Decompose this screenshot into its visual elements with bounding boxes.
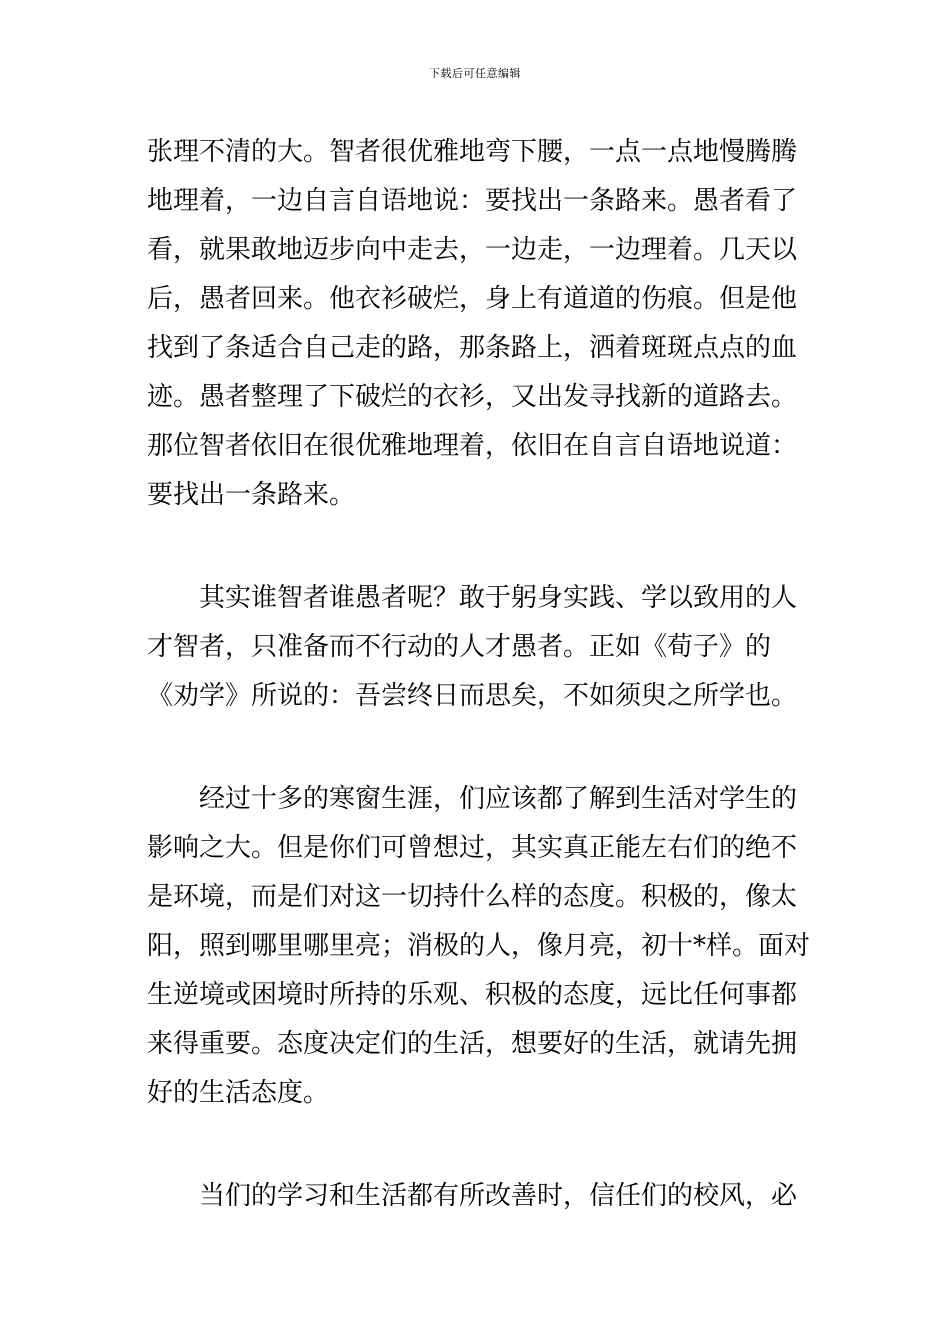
text-line: 生逆境或困境时所持的乐观、积极的态度，远比任何事都 bbox=[147, 980, 798, 1010]
paragraph-gap bbox=[147, 721, 805, 775]
paragraph-4 bbox=[147, 1172, 805, 1221]
text-line: 那位智者依旧在很优雅地理着，依旧在自言自语地说道： bbox=[147, 431, 798, 461]
paragraph-2 bbox=[147, 574, 805, 721]
text-line: 地理着，一边自言自语地说：要找出一条路来。愚者看了 bbox=[147, 186, 798, 216]
text-line: 《劝学》所说的：吾尝终日而思矣，不如须臾之所学也。 bbox=[147, 681, 798, 711]
text-line: 找到了条适合自己走的路，那条路上，洒着斑斑点点的血 bbox=[147, 333, 798, 363]
paragraph-3 bbox=[147, 775, 811, 1118]
text-line: 才智者，只准备而不行动的人才愚者。正如《荀子》的 bbox=[147, 632, 772, 662]
text-line: 其实谁智者谁愚者呢？敢于躬身实践、学以致用的人 bbox=[199, 583, 798, 613]
text-line: 好的生活态度。 bbox=[147, 1078, 330, 1108]
text-line: 看，就果敢地迈步向中走去，一边走，一边理着。几天以 bbox=[147, 235, 798, 265]
text-line: 是环境，而是们对这一切持什么样的态度。积极的，像太 bbox=[147, 882, 798, 912]
paragraph-gap bbox=[147, 1118, 805, 1172]
text-line: 迹。愚者整理了下破烂的衣衫，又出发寻找新的道路去。 bbox=[147, 382, 798, 412]
text-line: 影响之大。但是你们可曾想过，其实真正能左右们的绝不 bbox=[147, 833, 798, 863]
text-line: 当们的学习和生活都有所改善时，信任们的校风，必 bbox=[199, 1181, 798, 1211]
text-line: 经过十多的寒窗生涯，们应该都了解到生活对学生的 bbox=[199, 784, 798, 814]
page-header: 下载后可任意编辑 bbox=[429, 67, 521, 80]
text-line: 要找出一条路来。 bbox=[147, 480, 356, 510]
paragraph-1 bbox=[147, 128, 805, 520]
paragraph-gap bbox=[147, 520, 805, 574]
text-line: 来得重要。态度决定们的生活，想要好的生活，就请先拥 bbox=[147, 1029, 798, 1059]
document-body bbox=[147, 128, 811, 1221]
text-line: 张理不清的大。智者很优雅地弯下腰，一点一点地慢腾腾 bbox=[147, 137, 798, 167]
text-line: 后，愚者回来。他衣衫破烂，身上有道道的伤痕。但是他 bbox=[147, 284, 798, 314]
text-line: 阳，照到哪里哪里亮；消极的人，像月亮，初十*样。面对 bbox=[147, 931, 811, 961]
